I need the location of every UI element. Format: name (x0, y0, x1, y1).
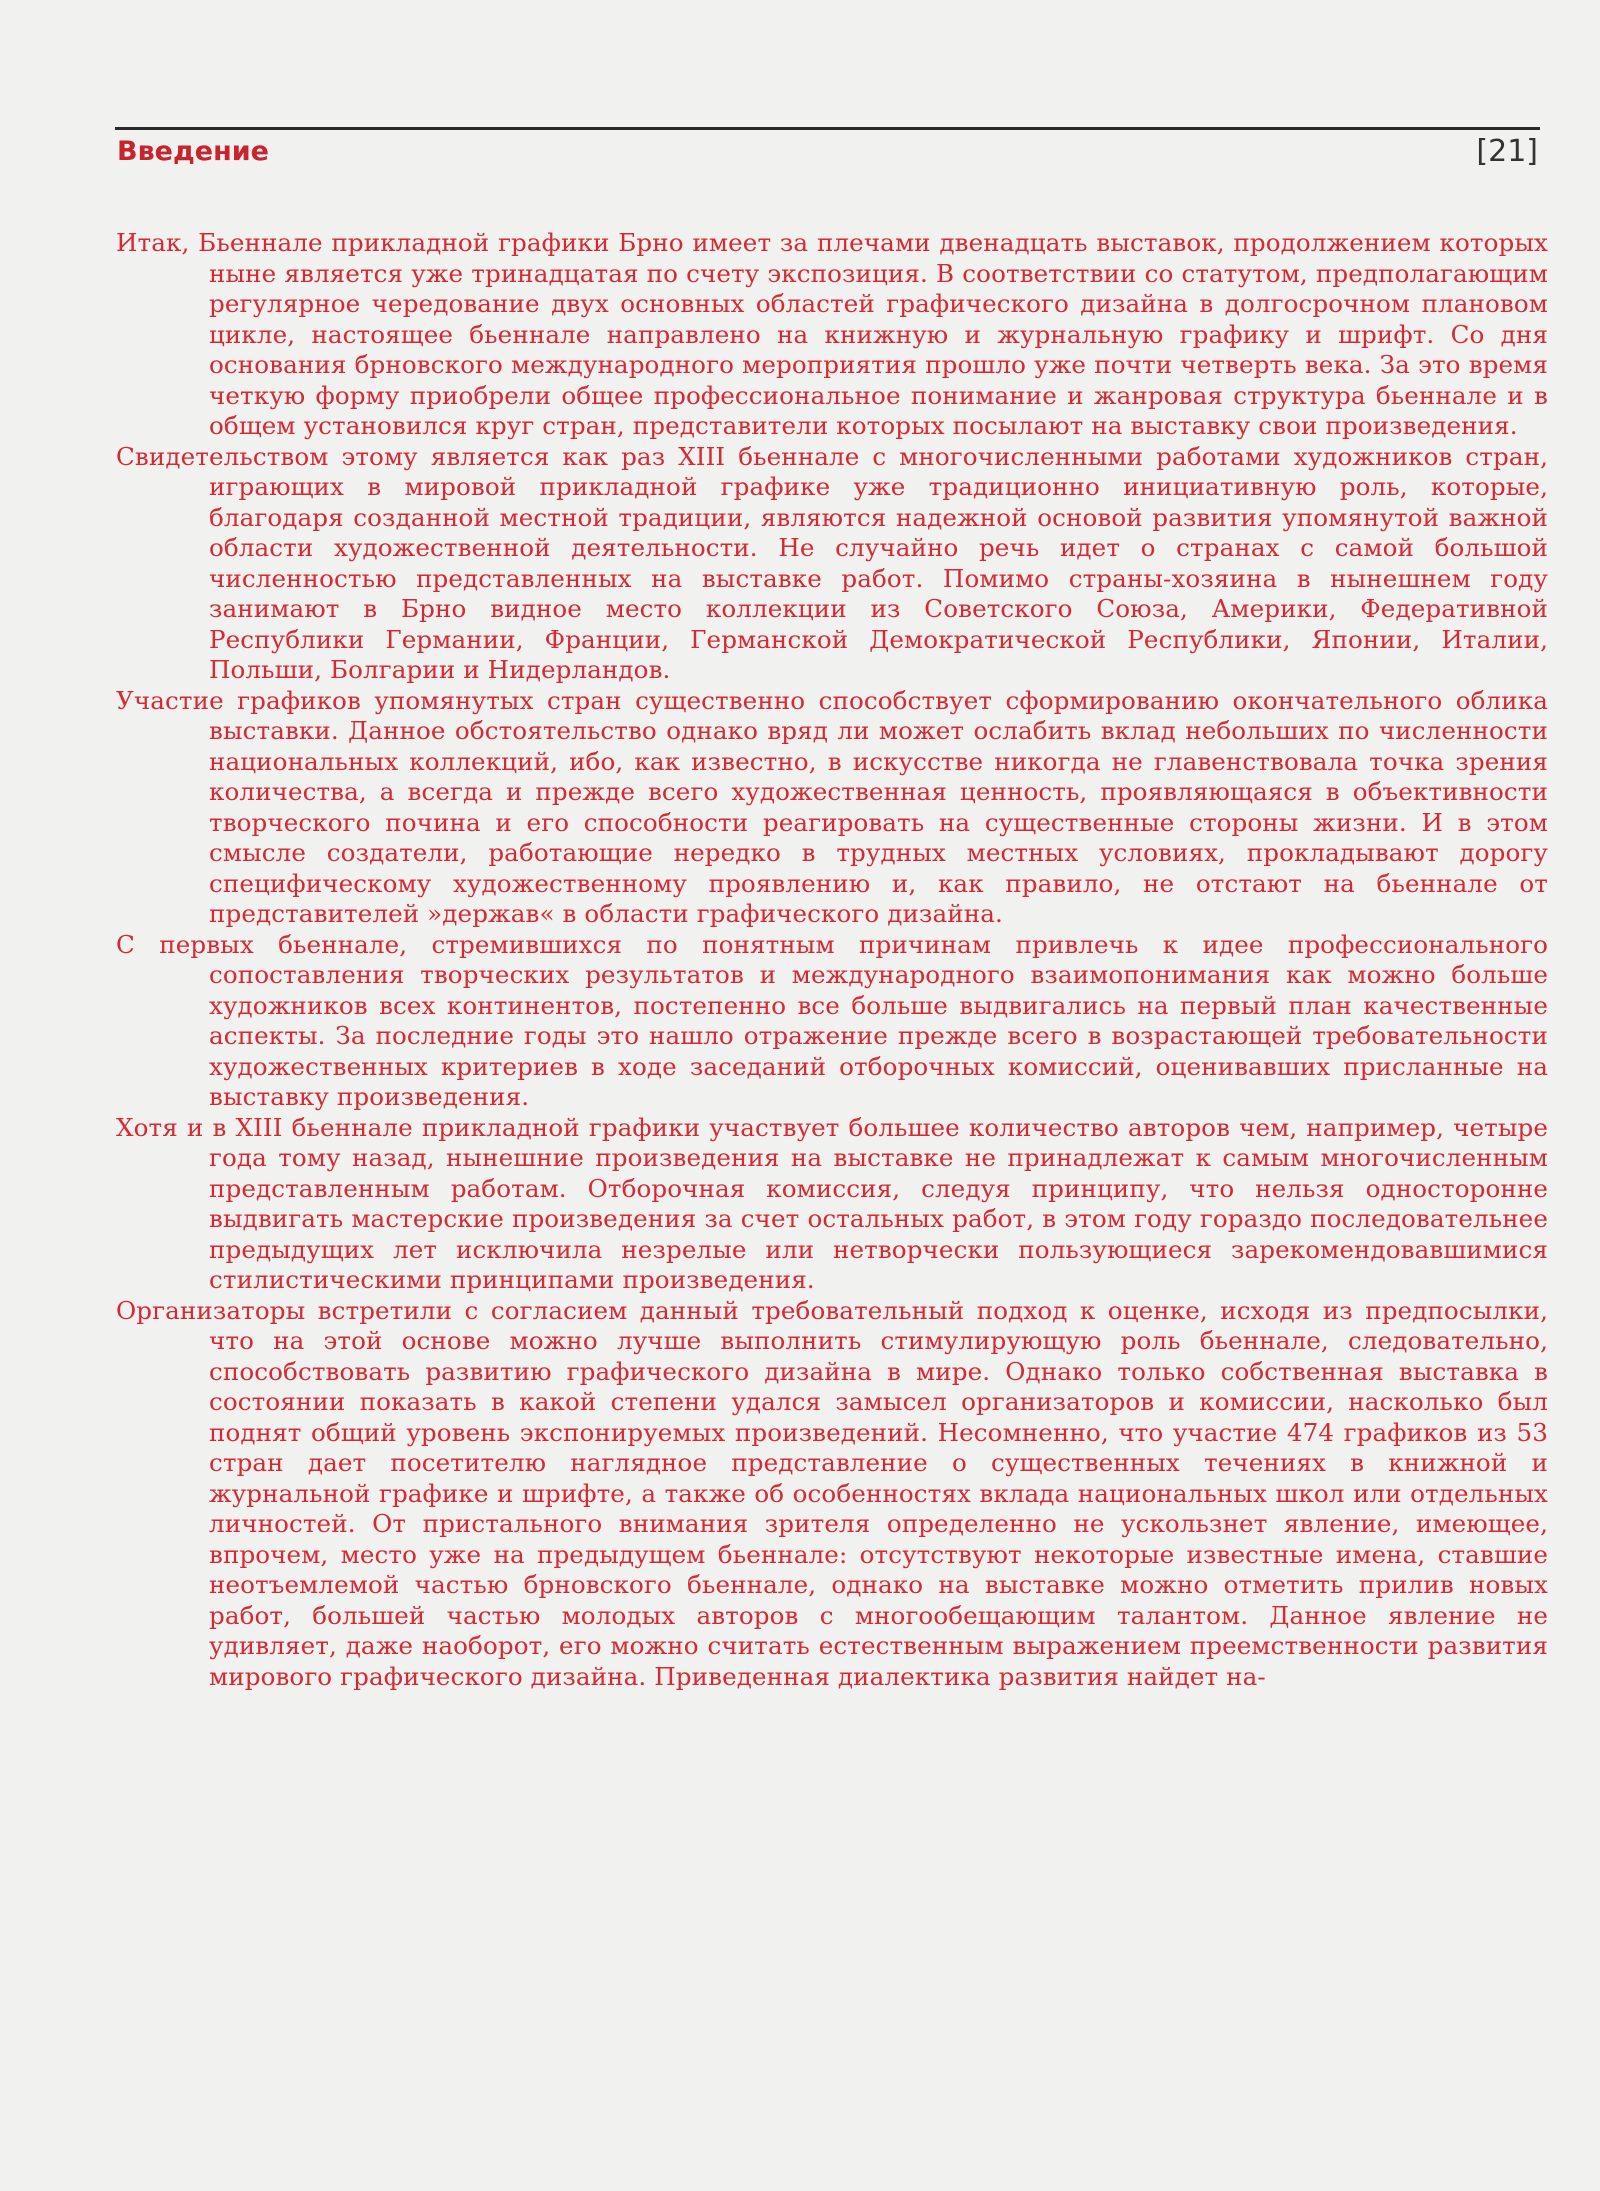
header-rule (115, 127, 1540, 130)
paragraph: Итак, Бьеннале прикладной графики Брно имеет за плечами двенадцать выставок, продолжением которых ныне является уже тринадцатая по счету экспозиция. В соответствии со статутом, предполагающим регулярное чередование двух основных областей графического дизайна в долгосрочном плановом цикле, настоящее бьеннале направлено на книжную и журнальную графику и шрифт. Со дня основания брновского международного мероприятия прошло уже почти четверть века. За это время четкую форму приобрели общее профессиональное понимание и жанровая структура бьеннале и в общем установился круг стран, представители которых посылают на выставку свои произведения. (116, 228, 1548, 440)
paragraph: С первых бьеннале, стремившихся по понятным причинам привлечь к идее профессионального сопоставления творческих результатов и международного взаимопонимания как можно больше художников всех континентов, постепенно все больше выдвигались на первый план качественные аспекты. За последние годы это нашло отражение прежде всего в возрастающей требовательности художественных критериев в ходе заседаний отборочных комиссий, оценивавших присланные на выставку произведения. (116, 929, 1548, 1111)
paragraph: Свидетельством этому является как раз XIII бьеннале с многочисленными работами художников стран, играющих в мировой прикладной графике уже традиционно инициативную роль, которые, благодаря созданной местной традиции, являются надежной основой развития упомянутой важной области художественной деятельности. Не случайно речь идет о странах с самой большой численностью представленных на выставке работ. Помимо страны-хозяина в нынешнем году занимают в Брно видное место коллекции из Советского Союза, Америки, Федеративной Республики Германии, Франции, Германской Демократической Республики, Японии, Италии, Польши, Болгарии и Нидерландов. (116, 441, 1548, 684)
paragraph: Организаторы встретили с согласием данный требовательный подход к оценке, исходя из предпосылки, что на этой основе можно лучше выполнить стимулирующую роль бьеннале, следовательно, способствовать развитию графического дизайна в мире. Однако только собственная выставка в состоянии показать в какой степени удался замысел организаторов и комиссии, насколько был поднят общий уровень экспонируемых произведений. Несомненно, что участие 474 графиков из 53 стран дает посетителю наглядное представление о существенных течениях в книжной и журнальной графике и шрифте, а также об особенностях вклада национальных школ или отдельных личностей. От пристального внимания зрителя определенно не ускользнет явление, имеющее, впрочем, место уже на предыдущем бьеннале: отсутствуют некоторые известные имена, ставшие неотъемлемой частью брновского бьеннале, однако на выставке можно отметить прилив новых работ, большей частью молодых авторов с многообещающим талантом. Данное явление не удивляет, даже наоборот, его можно считать естественным выражением преемственности развития мирового графического дизайна. Приведенная диалектика развития найдет на- (116, 1295, 1548, 1691)
page-number: [21] (1476, 134, 1538, 169)
section-title: Введение (117, 136, 269, 167)
body-text (116, 228, 1548, 1692)
paragraph: Участие графиков упомянутых стран существенно способствует сформированию окончательного облика выставки. Данное обстоятельство однако вряд ли может ослабить вклад небольших по численности национальных коллекций, ибо, как известно, в искусстве никогда не главенствовала точка зрения количества, а всегда и прежде всего художественная ценность, проявляющаяся в объективности творческого почина и его способности реагировать на существенные стороны жизни. И в этом смысле создатели, работающие нередко в трудных местных условиях, прокладывают дорогу специфическому художественному проявлению и, как правило, не отстают на бьеннале от представителей »держав« в области графического дизайна. (116, 685, 1548, 928)
paragraph: Хотя и в XIII бьеннале прикладной графики участвует большее количество авторов чем, например, четыре года тому назад, нынешние произведения на выставке не принадлежат к самым многочисленным представленным работам. Отборочная комиссия, следуя принципу, что нельзя односторонне выдвигать мастерские произведения за счет остальных работ, в этом году гораздо последовательнее предыдущих лет исключила незрелые или нетворчески пользующиеся зарекомендовавшимися стилистическими принципами произведения. (116, 1112, 1548, 1294)
